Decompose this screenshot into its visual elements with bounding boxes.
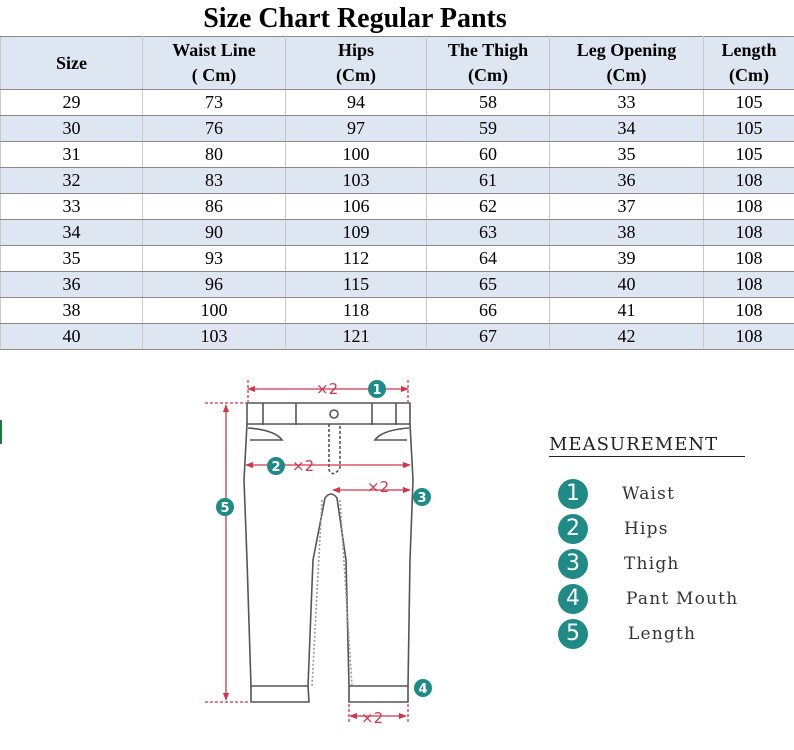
table-cell: 59	[427, 116, 550, 142]
marker-4-label: 4	[418, 682, 428, 697]
header-label: Waist Line	[172, 40, 256, 60]
waistband	[247, 403, 410, 424]
table-cell: 33	[1, 194, 143, 220]
header-unit: (Cm)	[468, 65, 508, 85]
legend-label: Pant Mouth	[626, 589, 739, 609]
fly	[329, 424, 340, 474]
legend-number-badge: 5	[558, 619, 588, 649]
table-cell: 35	[1, 246, 143, 272]
pocket-right	[375, 428, 409, 440]
waist-multiplier: ×2	[316, 380, 339, 398]
table-cell: 83	[143, 168, 286, 194]
legend-number-badge: 1	[558, 479, 588, 509]
table-cell: 121	[286, 324, 427, 350]
table-cell: 108	[704, 168, 794, 194]
table-cell: 90	[143, 220, 286, 246]
header-unit: ( Cm)	[191, 65, 237, 85]
table-cell: 105	[704, 116, 794, 142]
table-cell: 34	[550, 116, 704, 142]
table-cell: 112	[286, 246, 427, 272]
table-cell: 38	[1, 298, 143, 324]
header-label: Leg Opening	[576, 40, 677, 60]
legend-label: Length	[628, 624, 697, 644]
header-unit: (Cm)	[606, 65, 647, 85]
table-cell: 118	[286, 298, 427, 324]
table-cell: 108	[704, 272, 794, 298]
table-cell: 30	[1, 116, 143, 142]
legend-item-pant-mouth	[558, 584, 738, 614]
legend-label: Waist	[622, 484, 676, 504]
header-label: Length	[721, 40, 777, 60]
cuff-right	[349, 686, 408, 702]
legend-label: Thigh	[624, 554, 680, 574]
table-cell: 60	[427, 142, 550, 168]
table-cell: 40	[1, 324, 143, 350]
table-cell: 38	[550, 220, 704, 246]
marker-5-label: 5	[220, 501, 230, 516]
table-cell: 100	[286, 142, 427, 168]
table-cell: 65	[427, 272, 550, 298]
table-cell: 37	[550, 194, 704, 220]
thigh-multiplier: ×2	[367, 478, 390, 496]
table-cell: 76	[143, 116, 286, 142]
hips-multiplier: ×2	[292, 457, 315, 475]
table-cell: 41	[550, 298, 704, 324]
table-cell: 39	[550, 246, 704, 272]
table-cell: 93	[143, 246, 286, 272]
table-cell: 100	[143, 298, 286, 324]
table-cell: 105	[704, 90, 794, 116]
table-cell: 63	[427, 220, 550, 246]
marker-1-label: 1	[372, 383, 382, 398]
table-cell: 62	[427, 194, 550, 220]
table-cell: 32	[1, 168, 143, 194]
legend-item-thigh	[558, 549, 680, 579]
table-cell: 108	[704, 220, 794, 246]
table-cell: 96	[143, 272, 286, 298]
table-cell: 64	[427, 246, 550, 272]
header-label: Hips	[337, 40, 375, 60]
header-label: Size	[56, 52, 87, 73]
table-cell: 80	[143, 142, 286, 168]
table-cell: 97	[286, 116, 427, 142]
pants-outline	[244, 403, 413, 702]
legend-number-badge: 4	[558, 584, 588, 614]
table-cell: 94	[286, 90, 427, 116]
marker-2-label: 2	[271, 460, 281, 475]
header-label: The Thigh	[447, 40, 529, 60]
table-cell: 86	[143, 194, 286, 220]
button	[330, 410, 338, 418]
table-cell: 109	[286, 220, 427, 246]
table-cell: 115	[286, 272, 427, 298]
table-cell: 29	[1, 90, 143, 116]
legend-item-hips	[558, 514, 669, 544]
table-cell: 61	[427, 168, 550, 194]
table-cell: 58	[427, 90, 550, 116]
legend-title: MEASUREMENT	[549, 434, 745, 457]
legend-label: Hips	[624, 519, 669, 539]
inseam-stitch	[312, 500, 352, 686]
table-cell: 103	[286, 168, 427, 194]
marker-3-label: 3	[417, 491, 427, 506]
table-cell: 36	[550, 168, 704, 194]
table-cell: 31	[1, 142, 143, 168]
table-cell: 33	[550, 90, 704, 116]
table-cell: 106	[286, 194, 427, 220]
table-cell: 108	[704, 194, 794, 220]
cuff-left	[251, 686, 309, 702]
chart-title: Size Chart Regular Pants	[203, 3, 507, 34]
leg-opening-multiplier: ×2	[361, 709, 384, 727]
table-cell: 42	[550, 324, 704, 350]
table-cell: 66	[427, 298, 550, 324]
header-unit: (Cm)	[336, 65, 376, 85]
legend-item-waist	[558, 479, 675, 509]
header-unit: (Cm)	[729, 65, 769, 85]
table-cell: 40	[550, 272, 704, 298]
legend-number-badge: 3	[558, 549, 588, 579]
table-cell: 73	[143, 90, 286, 116]
table-cell: 67	[427, 324, 550, 350]
table-cell: 108	[704, 298, 794, 324]
legend-item-length	[558, 619, 696, 649]
measurement-lines	[205, 380, 410, 724]
table-cell: 34	[1, 220, 143, 246]
table-cell: 108	[704, 324, 794, 350]
table-cell: 35	[550, 142, 704, 168]
pocket-left	[248, 428, 282, 440]
table-cell: 108	[704, 246, 794, 272]
table-cell: 103	[143, 324, 286, 350]
table-cell: 36	[1, 272, 143, 298]
table-cell: 105	[704, 142, 794, 168]
legend-number-badge: 2	[558, 514, 588, 544]
